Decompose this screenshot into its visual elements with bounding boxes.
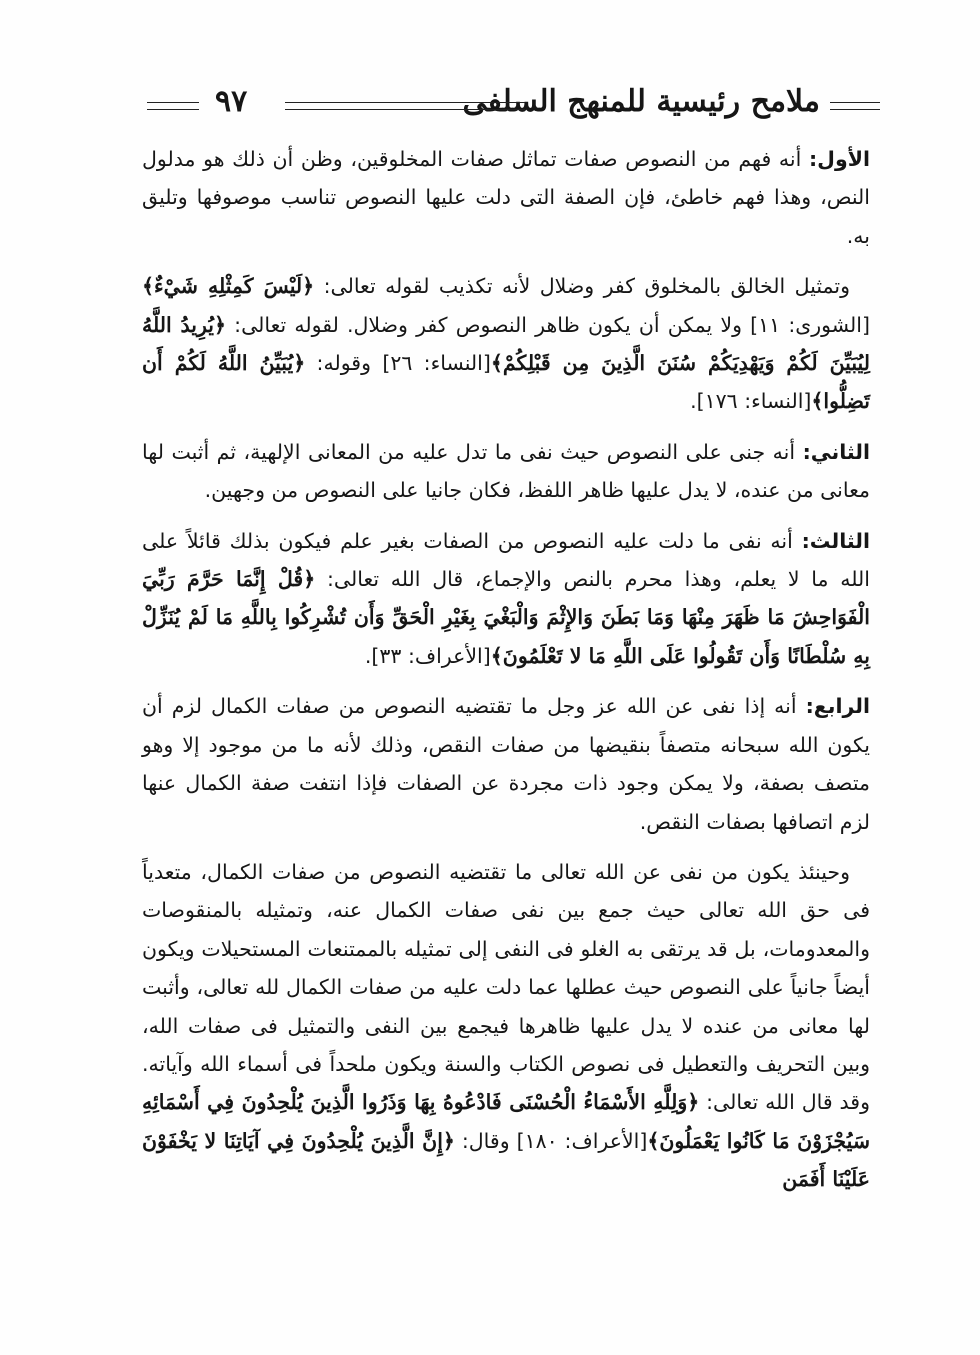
paragraph-second	[142, 433, 870, 510]
paragraph-text: ولا يمكن أن يكون ظاهر النصوص كفر وضلال. لقوله تعالى:	[226, 312, 751, 337]
page-number: ٩٧	[215, 84, 248, 119]
paragraph-text: وتمثيل الخالق بالمخلوق كفر وضلال لأنه تكذيب لقوله تعالى:	[314, 274, 850, 299]
paragraph-text: أنه فهم من النصوص صفات تماثل صفات المخلوقين، وظن أن ذلك هو مدلول النص، وهذا فهم خاطئ، فإن الصفة التى دلت عليها النصوص تناسب موصوفها وتليق به.	[142, 147, 870, 248]
point-label-first: الأول:	[808, 147, 870, 171]
quran-verse: ﴿يُبَيِّنُ اللَّهُ لَكُمْ أَن تَضِلُّوا﴾	[142, 351, 870, 414]
verse-reference: [الشورى: ١١]	[750, 312, 871, 337]
page-body	[142, 140, 870, 1211]
point-label-third: الثالث:	[801, 528, 870, 553]
paragraph-tamthil	[142, 267, 870, 421]
quran-verse: ﴿إِنَّ الَّذِينَ يُلْحِدُونَ فِي آيَاتِنَا لا يَخْفَوْنَ عَلَيْنَا أَفَمَن	[142, 1128, 870, 1192]
paragraph-text: وحينئذ يكون من نفى عن الله تعالى ما تقتضيه النصوص من صفات الكمال، متعدياً فى حق الله تعالى حيث جمع بين نفى صفات الكمال عنه، وتمثيله بالمنقوصات والمعدومات، بل قد يرتقى به الغلو فى النفى إلى تمثيله بالممتنعات المستحيلات ويكون أيضاً جانياً على النصوص حيث عطلها عما دلت عليه من صفات الكمال لله تعالى، وأثبت لها معانى من عنده لا يدل عليها ظاهرها فيجمع بين النفى والتمثيل فى صفات الله، وبين التحريف والتعطيل فى نصوص الكتاب والسنة ويكون ملحداً فى أسماء الله وآياته. وقد قال الله تعالى:	[142, 859, 871, 1115]
paragraph-text: وقال:	[454, 1128, 517, 1153]
verse-reference: [النساء: ١٧٦].	[690, 389, 812, 414]
paragraph-text: أنه نفى ما دلت عليه النصوص من الصفات بغير علم فيكون بذلك قائلاً على الله ما لا يعلم، وهذا محرم بالنص والإجماع، قال الله تعالى:	[142, 528, 870, 592]
header-rule-right	[830, 102, 880, 110]
quran-verse: ﴿لَيْسَ كَمِثْلِهِ شَيْءٌ﴾	[142, 274, 315, 299]
paragraph-conclusion	[142, 853, 870, 1199]
quran-verse: ﴿يُرِيدُ اللَّهُ لِيُبَيِّنَ لَكُمْ وَيَهْدِيَكُمْ سُنَنَ الَّذِينَ مِن قَبْلِكُمْ﴾	[142, 312, 870, 376]
quran-verse: ﴿قُلْ إِنَّمَا حَرَّمَ رَبِّيَ الْفَوَاحِشَ مَا ظَهَرَ مِنْهَا وَمَا بَطَنَ وَالإِثْمَ وَالْبَغْيَ بِغَيْرِ الْحَقِّ وَأَن تُشْرِكُوا بِاللَّهِ مَا لَمْ يُنَزِّلْ بِهِ سُلْطَانًا وَأَن تَقُولُوا عَلَى اللَّهِ مَا لا تَعْلَمُونَ﴾	[142, 567, 870, 668]
header-rule-middle	[285, 102, 525, 110]
header-rule-left	[147, 102, 199, 110]
point-label-second: الثاني:	[802, 439, 870, 464]
paragraph-third	[142, 522, 870, 676]
paragraph-text: أنه جنى على النصوص حيث نفى ما تدل عليه من المعانى الإلهية، ثم أثبت لها معانى من عنده، لا يدل عليها ظاهر اللفظ، فكان جانيا على النصوص من وجهين.	[142, 439, 870, 503]
paragraph-fourth	[142, 687, 870, 841]
paragraph-text: أنه إذا نفى عن الله عز وجل ما تقتضيه النصوص من صفات الكمال لزم أن يكون الله سبحانه متصفاً بنقيضها من صفات النقص، وذلك لأنه ما من موجود إلا وهو متصف بصفة، ولا يمكن وجود ذات مجردة عن الصفات فإذا انتفت صفة الكمال عنها لزم اتصافها بصفات النقص.	[142, 694, 870, 834]
paragraph-first	[142, 140, 870, 255]
verse-reference: [الأعراف: ٣٣].	[364, 643, 491, 668]
verse-reference: [الأعراف: ١٨٠]	[516, 1128, 648, 1153]
verse-reference: [النساء: ٢٦]	[382, 351, 491, 376]
page-header	[140, 78, 880, 128]
running-title: ملامح رئيسية للمنهج السلفى	[462, 84, 820, 119]
paragraph-text: وقوله:	[305, 351, 383, 376]
point-label-fourth: الرابع:	[805, 694, 870, 719]
quran-verse: ﴿وَلِلَّهِ الأَسْمَاءُ الْحُسْنَى فَادْعُوهُ بِهَا وَذَرُوا الَّذِينَ يُلْحِدُونَ فِي أَسْمَائِهِ سَيُجْزَوْنَ مَا كَانُوا يَعْمَلُونَ﴾	[142, 1090, 871, 1153]
